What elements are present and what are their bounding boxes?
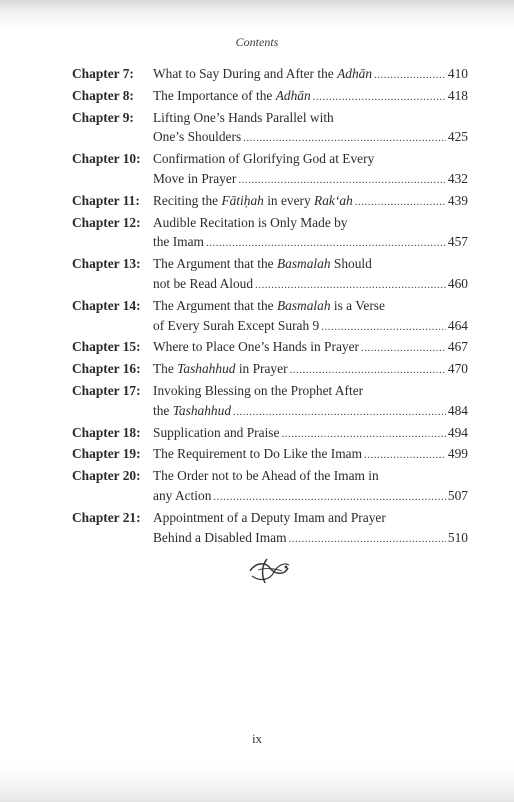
page-ref: 410 <box>447 66 468 81</box>
chapter-title-line <box>153 444 468 466</box>
toc-entry <box>72 108 468 150</box>
chapter-title-text: Supplication and Praise <box>153 424 280 440</box>
dot-leader <box>374 66 446 86</box>
chapter-title-line <box>153 149 468 169</box>
page-ref: 499 <box>447 446 468 462</box>
table-of-contents <box>72 64 468 549</box>
toc-entry <box>72 508 468 550</box>
chapter-title-block <box>153 466 468 508</box>
chapter-title-block <box>153 508 468 550</box>
chapter-number: Chapter 18: <box>72 424 141 440</box>
chapter-title-text: not be Read Aloud <box>153 275 254 291</box>
chapter-number: Chapter 9: <box>72 109 134 125</box>
chapter-title-block <box>153 64 468 86</box>
page-ref: 439 <box>447 192 468 208</box>
chapter-title-block <box>153 359 468 381</box>
toc-entry <box>72 86 468 108</box>
chapter-title-line <box>153 86 468 108</box>
chapter-title-line <box>153 423 468 445</box>
chapter-title-text: The Tashahhud in Prayer <box>153 361 288 377</box>
chapter-title-line <box>153 213 468 233</box>
chapter-title-line <box>153 254 468 274</box>
chapter-title-text: Lifting One’s Hands Parallel with <box>153 109 334 125</box>
dot-leader <box>321 318 446 338</box>
page-ref: 432 <box>447 170 468 186</box>
page-ref: 460 <box>447 275 468 291</box>
chapter-title-text: any Action <box>153 487 212 503</box>
chapter-title-line <box>153 274 468 296</box>
page-ref: 457 <box>447 234 468 250</box>
chapter-number: Chapter 7: <box>72 66 134 81</box>
chapter-title-line <box>153 486 468 508</box>
chapter-number: Chapter 19: <box>72 446 141 462</box>
chapter-title-line <box>153 169 468 191</box>
toc-entry <box>72 64 468 86</box>
page-ref: 464 <box>447 317 468 333</box>
dot-leader <box>281 425 445 445</box>
page-ref: 467 <box>447 339 468 355</box>
chapter-title-block <box>153 254 468 296</box>
chapter-title-line <box>153 401 468 423</box>
page-shadow-bottom <box>0 766 514 802</box>
dot-leader <box>361 339 446 359</box>
chapter-title-text: What to Say During and After the Adhān <box>153 66 373 81</box>
toc-entry <box>72 423 468 445</box>
chapter-title-text: Invoking Blessing on the Prophet After <box>153 382 364 398</box>
chapter-title-text: The Argument that the Basmalah Should <box>153 256 372 272</box>
chapter-title-text: Where to Place One’s Hands in Prayer <box>153 339 359 355</box>
chapter-title-block <box>153 108 468 150</box>
chapter-title-text: Move in Prayer <box>153 170 237 186</box>
page-ref: 425 <box>447 129 468 145</box>
chapter-title-text: One’s Shoulders <box>153 129 242 145</box>
chapter-title-line <box>153 381 468 401</box>
chapter-title-block <box>153 423 468 445</box>
running-head: Contents <box>235 35 279 49</box>
chapter-title-block <box>153 381 468 423</box>
chapter-title-text: The Argument that the Basmalah is a Verse <box>153 297 385 313</box>
toc-entry <box>72 466 468 508</box>
chapter-number: Chapter 15: <box>72 339 141 355</box>
page-ref: 484 <box>447 402 468 418</box>
chapter-title-text: The Importance of the Adhān <box>153 87 311 103</box>
chapter-title-line <box>153 64 468 86</box>
toc-entry <box>72 359 468 381</box>
chapter-title-line <box>153 316 468 338</box>
chapter-title-line <box>153 466 468 486</box>
chapter-number: Chapter 10: <box>72 151 141 167</box>
chapter-title-block <box>153 213 468 255</box>
toc-entry <box>72 296 468 338</box>
page-shadow-top <box>0 0 514 30</box>
chapter-title-text: Audible Recitation is Only Made by <box>153 214 348 230</box>
toc-entry <box>72 381 468 423</box>
chapter-title-text: Confirmation of Glorifying God at Every <box>153 151 375 167</box>
chapter-title-block <box>153 296 468 338</box>
page-ref: 470 <box>447 361 468 377</box>
chapter-title-line <box>153 359 468 381</box>
page-ref: 418 <box>447 87 468 103</box>
chapter-number: Chapter 20: <box>72 468 141 484</box>
chapter-title-line <box>153 296 468 316</box>
chapter-title-block <box>153 337 468 359</box>
chapter-number: Chapter 17: <box>72 382 141 398</box>
page-ref: 507 <box>447 487 468 503</box>
dot-leader <box>313 88 446 108</box>
chapter-title-line <box>153 337 468 359</box>
dot-leader <box>238 171 446 191</box>
toc-entry <box>72 444 468 466</box>
chapter-title-line <box>153 191 468 213</box>
toc-entry <box>72 149 468 191</box>
chapter-title-line <box>153 508 468 528</box>
toc-entry <box>72 337 468 359</box>
dot-leader <box>289 530 446 550</box>
page-ref: 510 <box>447 529 468 545</box>
chapter-title-text: Behind a Disabled Imam <box>153 529 287 545</box>
chapter-title-block <box>153 86 468 108</box>
dot-leader <box>255 276 446 296</box>
chapter-number: Chapter 21: <box>72 509 141 525</box>
chapter-number: Chapter 13: <box>72 256 141 272</box>
chapter-title-block <box>153 444 468 466</box>
chapter-title-text: Reciting the Fātiḥah in every Rak‘ah <box>153 192 353 208</box>
chapter-number: Chapter 12: <box>72 214 141 230</box>
chapter-number: Chapter 16: <box>72 361 141 377</box>
chapter-title-text: The Order not to be Ahead of the Imam in <box>153 468 379 484</box>
dot-leader <box>206 234 446 254</box>
chapter-title-block <box>153 191 468 213</box>
dot-leader <box>243 129 446 149</box>
dot-leader <box>233 403 446 423</box>
dot-leader <box>290 361 446 381</box>
chapter-title-text: the Imam <box>153 234 204 250</box>
chapter-title-line <box>153 108 468 128</box>
chapter-title-text: The Requirement to Do Like the Imam <box>153 446 362 462</box>
dot-leader <box>355 193 446 213</box>
chapter-number: Chapter 8: <box>72 87 134 103</box>
chapter-title-text: Appointment of a Deputy Imam and Prayer <box>153 509 386 525</box>
toc-entry <box>72 213 468 255</box>
page-number: ix <box>251 731 263 746</box>
chapter-title-block <box>153 149 468 191</box>
chapter-title-line <box>153 232 468 254</box>
chapter-number: Chapter 11: <box>72 192 140 208</box>
page-ref: 494 <box>447 424 468 440</box>
chapter-number: Chapter 14: <box>72 297 141 313</box>
dot-leader <box>213 488 446 508</box>
dot-leader <box>364 446 446 466</box>
chapter-title-line <box>153 528 468 550</box>
chapter-title-line <box>153 127 468 149</box>
chapter-title-text: of Every Surah Except Surah 9 <box>153 317 320 333</box>
calligraphic-ornament-icon <box>246 556 292 586</box>
toc-entry <box>72 254 468 296</box>
toc-entry <box>72 191 468 213</box>
chapter-title-text: the Tashahhud <box>153 402 232 418</box>
